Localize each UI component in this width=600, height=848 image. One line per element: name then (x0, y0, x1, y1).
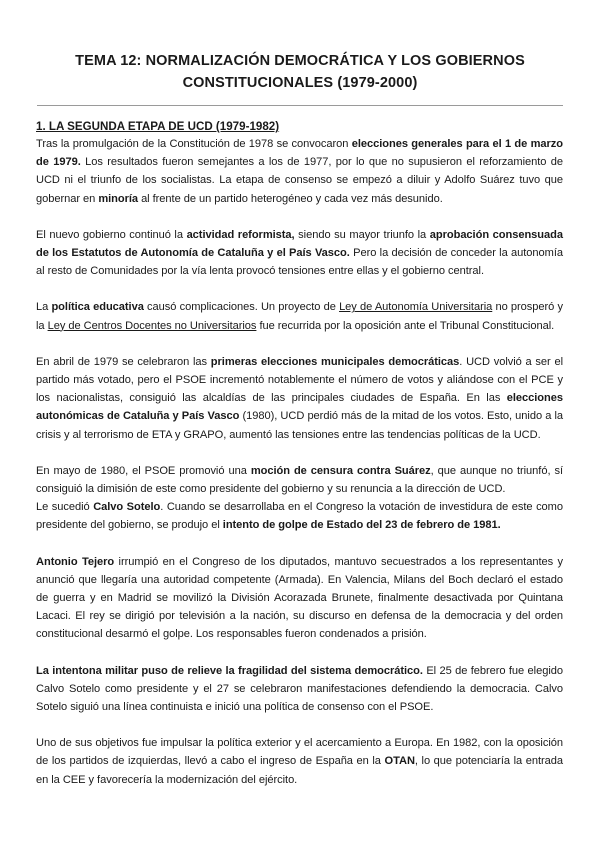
paragraph-politica-exterior (36, 734, 563, 789)
section-heading: 1. LA SEGUNDA ETAPA DE UCD (1979-1982) (36, 120, 280, 133)
text-run: . UCD volvió a ser el partido más votado, pero el PSOE incrementó notablemente el número de votos y aliándose con el PCE y los nacionalistas, consiguió las alcaldías de las principales ciudades de España. En las (36, 355, 563, 405)
bold-text: moción de censura contra Suárez (250, 464, 431, 477)
bold-text: elecciones generales para el 1 de marzo de 1979. (36, 138, 563, 169)
text-run: . Cuando se desarrollaba en el Congreso la votación de investidura de este como presidente del gobierno, se produjo el (36, 501, 563, 532)
paragraph-actividad-reformista (36, 226, 563, 281)
text-run: Le sucedió (36, 501, 94, 514)
text-run: El 25 de febrero fue elegido Calvo Sotelo como presidente y el 27 se celebraron manifestaciones defendiendo la democracia. Calvo Sotelo siguió una línea continuista e inició una política de consenso con el PSOE. (36, 664, 563, 714)
text-run: siendo su mayor triunfo la (294, 228, 430, 241)
text-run: (1980), UCD perdió más de la mitad de los votos. Esto, unido a la crisis y al terrorismo de ETA y GRAPO, aumentó las tensiones entre las tendencias políticas de la UCD. (36, 410, 563, 441)
text-run: no prosperó y la (36, 301, 563, 332)
text-run: La (36, 301, 52, 314)
text-run: causó complicaciones. Un proyecto de (143, 301, 340, 314)
text-run: , lo que potenciaría la entrada en la CEE y favorecería la modernización del ejército. (36, 755, 563, 786)
bold-text: política educativa (51, 301, 144, 314)
document-body (36, 119, 563, 807)
paragraph-elecciones-1979 (36, 135, 563, 208)
text-run: al frente de un partido heterogéneo y cada vez más desunido. (138, 192, 443, 205)
text-run: En abril de 1979 se celebraron las (36, 355, 211, 368)
paragraph-mocion-censura (36, 462, 563, 498)
text-run: El nuevo gobierno continuó la (36, 228, 187, 241)
text-run: Pero la decisión de conceder la autonomía al resto de Comunidades por la vía lenta provocó tensiones entre ellas y el gobierno central. (36, 247, 563, 278)
bold-text: primeras elecciones municipales democráticas (210, 355, 460, 368)
paragraph-intentona-militar (36, 662, 563, 717)
bold-text: Calvo Sotelo (93, 501, 161, 514)
underlined-law-name: Ley de Centros Docentes no Universitarios (47, 319, 257, 332)
bold-text: La intentona militar puso de relieve la fragilidad del sistema democrático. (36, 664, 423, 677)
paragraph-politica-educativa (36, 298, 563, 334)
title-divider (37, 105, 563, 106)
paragraph-antonio-tejero (36, 553, 563, 644)
bold-text: Antonio Tejero (36, 555, 115, 568)
bold-text: aprobación consensuada de los Estatutos de Autonomía de Cataluña y el País Vasco. (36, 228, 563, 260)
bold-text: actividad reformista, (186, 228, 295, 241)
bold-text: minoría (98, 192, 139, 205)
text-run: Los resultados fueron semejantes a los de 1977, por lo que no supusieron el reforzamiento de UCD ni el triunfo de los socialistas. La etapa de consenso se empezó a diluir y Adolfo Suárez tuvo que gobernar en (36, 156, 564, 205)
text-run: fue recurrida por la oposición ante el Tribunal Constitucional. (256, 319, 555, 332)
document-title (36, 50, 564, 94)
bold-text: OTAN (384, 755, 415, 768)
paragraph-calvo-sotelo (36, 498, 563, 534)
paragraph-elecciones-municipales (36, 353, 563, 444)
bold-text: intento de golpe de Estado del 23 de febrero de 1981. (222, 519, 501, 532)
text-run: Uno de sus objetivos fue impulsar la política exterior y el acercamiento a Europa. En 1982, con la oposición de los partidos de izquierdas, llevó a cabo el ingreso de España en la (36, 737, 563, 768)
text-run: irrumpió en el Congreso de los diputados, mantuvo secuestrados a los representantes y anunció que llegaría una autoridad competente (Armada). En Valencia, Milans del Boch declaró el estado de guerra y en Madrid se movilizó la División Acorazada Brunete, finalmente desactivada por Quintana Lacaci. El rey se dirigió por televisión a la nación, su discurso en defensa de la democracia y del orden constitucional desarmó el golpe. Los responsables fueron condenados a prisión. (36, 555, 563, 641)
text-run: , que aunque no triunfó, sí consiguió la dimisión de este como presidente del gobierno y su renuncia a la dirección de UCD. (36, 464, 563, 496)
text-run: En mayo de 1980, el PSOE promovió una (36, 464, 251, 477)
text-run: Tras la promulgación de la Constitución de 1978 se convocaron (36, 138, 352, 150)
title-line-2: CONSTITUCIONALES (1979-2000) (182, 75, 418, 91)
bold-text: elecciones autonómicas de Cataluña y País Vasco (36, 392, 563, 423)
underlined-law-name: Ley de Autonomía Universitaria (339, 301, 493, 314)
title-line-1: TEMA 12: NORMALIZACIÓN DEMOCRÁTICA Y LOS GOBIERNOS (75, 53, 525, 69)
